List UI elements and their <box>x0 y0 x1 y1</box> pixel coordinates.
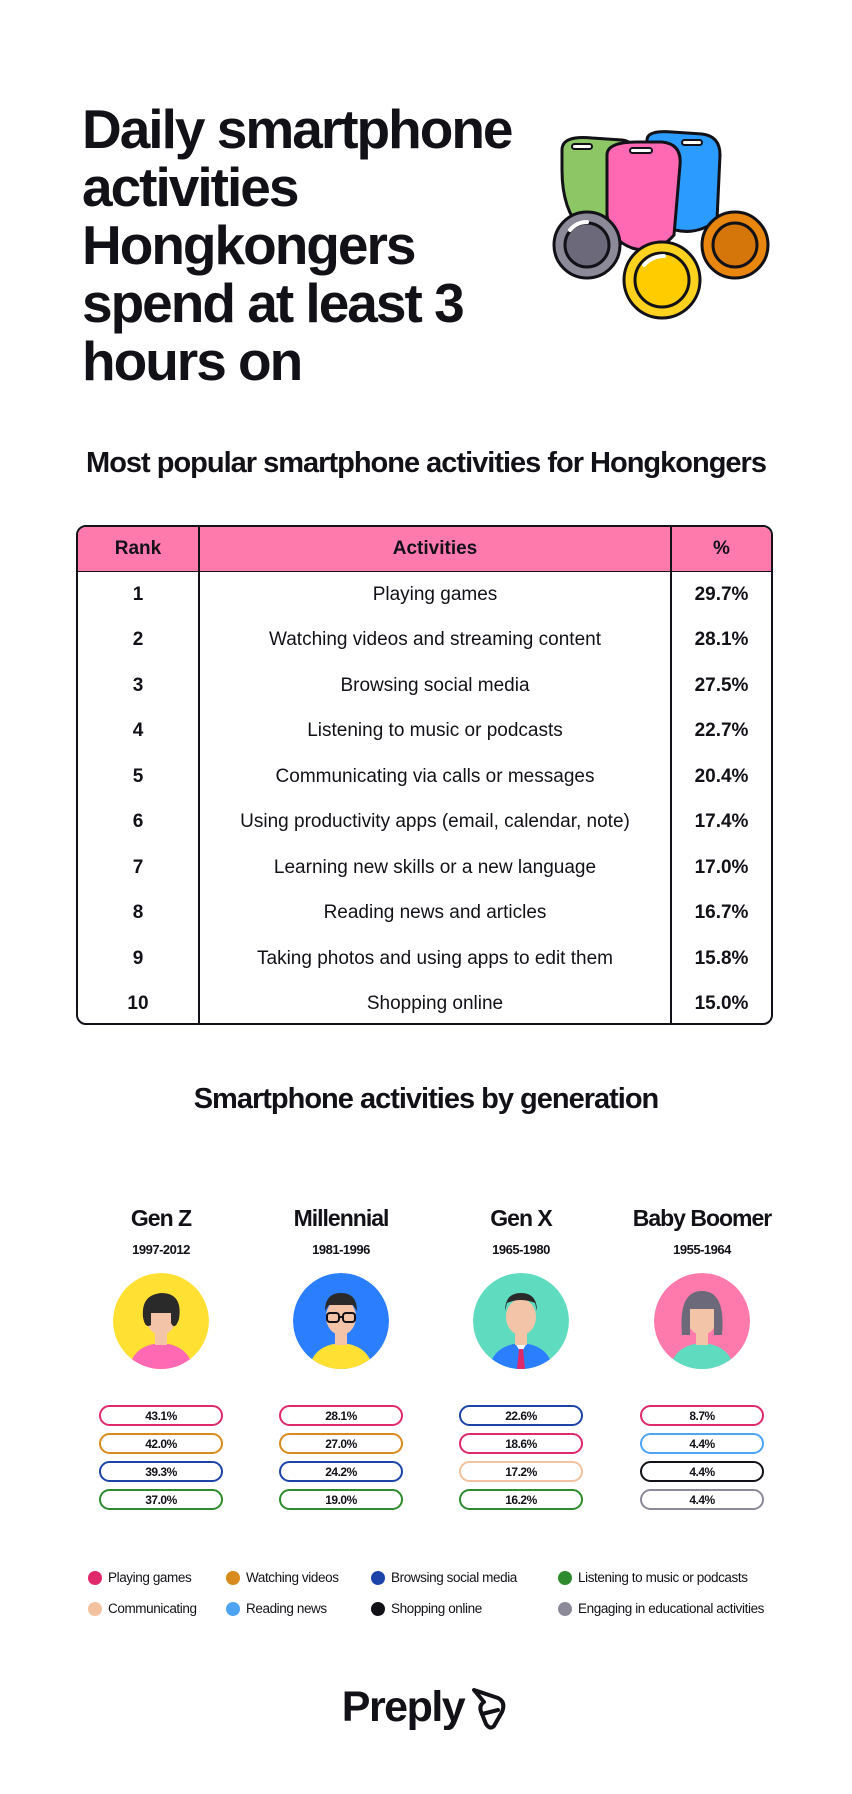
legend-dot <box>226 1571 240 1585</box>
rank-cell: 7 <box>78 845 200 891</box>
rank-cell: 2 <box>78 618 200 664</box>
baby-boomer-avatar <box>654 1273 750 1369</box>
percent-cell: 22.7% <box>694 720 749 742</box>
legend-label: Playing games <box>108 1570 192 1585</box>
percent-cell: 28.1% <box>694 629 749 651</box>
generation-name: Millennial <box>293 1205 389 1231</box>
table-row <box>78 800 771 846</box>
table-row <box>78 709 771 755</box>
generation-years: 1997-2012 <box>132 1242 190 1257</box>
stat-pill: 18.6% <box>459 1433 583 1454</box>
legend-dot <box>88 1602 102 1616</box>
brand-name: Preply <box>341 1683 465 1731</box>
percent-cell: 27.5% <box>694 674 749 696</box>
gen-z-avatar <box>113 1273 209 1369</box>
generation-stats <box>436 1405 606 1510</box>
generation-column <box>76 1205 246 1510</box>
rank-cell: 8 <box>78 891 200 937</box>
stat-pill: 28.1% <box>279 1405 403 1426</box>
stat-pill: 39.3% <box>99 1461 223 1482</box>
smartphone-activities-illustration <box>552 130 777 350</box>
table-header <box>78 527 771 572</box>
table-row <box>78 845 771 891</box>
table-row <box>78 754 771 800</box>
legend-item <box>558 1570 748 1585</box>
activity-cell: Taking photos and using apps to edit them <box>200 936 672 982</box>
activity-cell: Watching videos and streaming content <box>200 618 672 664</box>
legend-dot <box>88 1571 102 1585</box>
generation-years: 1981-1996 <box>312 1242 370 1257</box>
rank-cell: 4 <box>78 709 200 755</box>
legend-item <box>88 1570 191 1585</box>
percent-cell: 16.7% <box>694 902 749 924</box>
stat-pill: 27.0% <box>279 1433 403 1454</box>
stat-pill: 42.0% <box>99 1433 223 1454</box>
legend-label: Engaging in educational activities <box>578 1601 765 1616</box>
legend-label: Reading news <box>246 1601 327 1616</box>
activities-table <box>76 525 773 1025</box>
table-row <box>78 663 771 709</box>
legend-dot <box>558 1571 572 1585</box>
legend-item <box>558 1601 764 1616</box>
legend-label: Watching videos <box>246 1570 339 1585</box>
activity-cell: Reading news and articles <box>200 891 672 937</box>
legend-dot <box>371 1571 385 1585</box>
rank-cell: 3 <box>78 663 200 709</box>
stat-pill: 22.6% <box>459 1405 583 1426</box>
preply-logo-icon <box>468 1684 510 1732</box>
generation-name: Baby Boomer <box>632 1205 772 1231</box>
activity-cell: Learning new skills or a new language <box>200 845 672 891</box>
rank-cell: 6 <box>78 800 200 846</box>
stat-pill: 17.2% <box>459 1461 583 1482</box>
percent-cell: 20.4% <box>694 765 749 787</box>
rank-cell: 5 <box>78 754 200 800</box>
legend-dot <box>558 1602 572 1616</box>
activity-cell: Communicating via calls or messages <box>200 754 672 800</box>
stat-pill: 19.0% <box>279 1489 403 1510</box>
table-row <box>78 936 771 982</box>
percent-cell: 17.4% <box>694 811 749 833</box>
table-row <box>78 891 771 937</box>
generation-stats <box>617 1405 787 1510</box>
stat-pill: 4.4% <box>640 1461 764 1482</box>
stat-pill: 16.2% <box>459 1489 583 1510</box>
generation-stats <box>76 1405 246 1510</box>
legend-label: Listening to music or podcasts <box>578 1570 748 1585</box>
activity-cell: Browsing social media <box>200 663 672 709</box>
brand <box>0 1683 852 1732</box>
percent-cell: 15.8% <box>694 947 749 969</box>
rank-cell: 10 <box>78 982 200 1026</box>
percent-cell: 15.0% <box>694 993 749 1015</box>
legend-item <box>88 1601 197 1616</box>
generation-column <box>436 1205 606 1510</box>
activity-cell: Using productivity apps (email, calendar, note) <box>200 800 672 846</box>
activity-cell: Shopping online <box>200 982 672 1026</box>
generation-name: Gen Z <box>130 1205 192 1231</box>
legend-item <box>371 1601 482 1616</box>
legend-item <box>371 1570 517 1585</box>
rank-cell: 9 <box>78 936 200 982</box>
stat-pill: 37.0% <box>99 1489 223 1510</box>
activity-cell: Playing games <box>200 572 672 618</box>
legend-item <box>226 1570 339 1585</box>
table-body <box>78 572 771 1025</box>
generation-stats <box>256 1405 426 1510</box>
stat-pill: 43.1% <box>99 1405 223 1426</box>
page-title: Daily smartphone activities Hongkongers spend at least 3 hours on <box>82 98 512 392</box>
table-row <box>78 572 771 618</box>
stat-pill: 4.4% <box>640 1433 764 1454</box>
generation-column <box>617 1205 787 1510</box>
header-percent: % <box>713 538 730 559</box>
generation-years: 1955-1964 <box>673 1242 731 1257</box>
legend-label: Shopping online <box>391 1601 482 1616</box>
stat-pill: 24.2% <box>279 1461 403 1482</box>
legend-item <box>226 1601 327 1616</box>
legend-label: Communicating <box>108 1601 197 1616</box>
activity-cell: Listening to music or podcasts <box>200 709 672 755</box>
percent-cell: 17.0% <box>694 856 749 878</box>
generation-column <box>256 1205 426 1510</box>
table-title: Most popular smartphone activities for Hongkongers <box>86 447 766 479</box>
gen-x-avatar <box>473 1273 569 1369</box>
table-row <box>78 982 771 1026</box>
generation-name: Gen X <box>490 1205 552 1231</box>
generation-title: Smartphone activities by generation <box>193 1083 659 1115</box>
legend-dot <box>226 1602 240 1616</box>
stat-pill: 4.4% <box>640 1489 764 1510</box>
generation-years: 1965-1980 <box>492 1242 550 1257</box>
percent-cell: 29.7% <box>694 583 749 605</box>
stat-pill: 8.7% <box>640 1405 764 1426</box>
millennial-avatar <box>293 1273 389 1369</box>
legend-dot <box>371 1602 385 1616</box>
rank-cell: 1 <box>78 572 200 618</box>
table-row <box>78 618 771 664</box>
header-activities: Activities <box>200 527 672 571</box>
legend-label: Browsing social media <box>391 1570 517 1585</box>
header-rank: Rank <box>78 527 200 571</box>
